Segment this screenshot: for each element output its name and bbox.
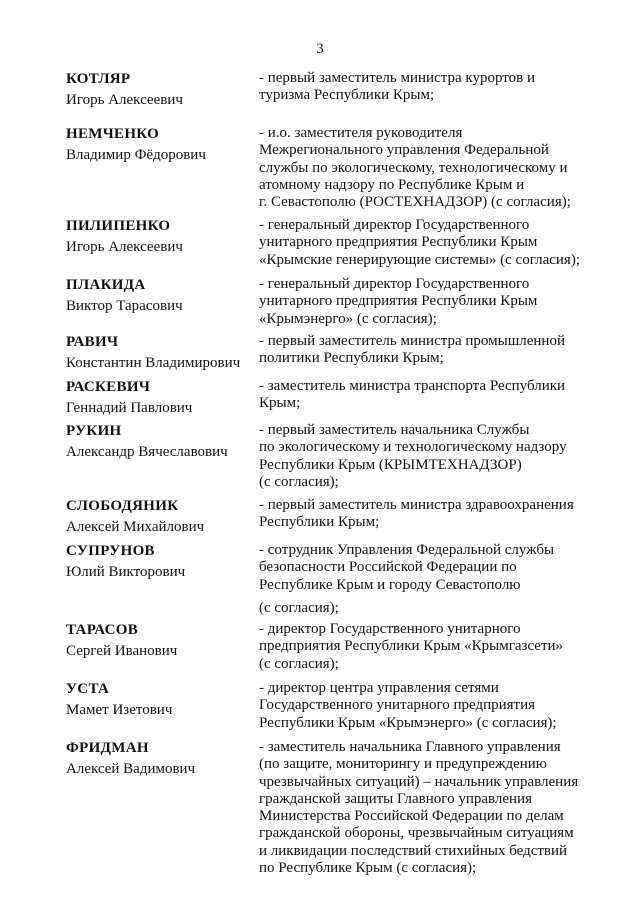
position-line: чрезвычайных ситуаций) – начальник управления bbox=[259, 773, 579, 790]
position-line: туризма Республики Крым; bbox=[259, 87, 435, 104]
position-line: - первый заместитель начальника Службы bbox=[259, 422, 530, 438]
page-number: 3 bbox=[316, 41, 324, 57]
position-line: - первый заместитель министра здравоохранения bbox=[259, 497, 574, 513]
position-line: - генеральный директор Государственного bbox=[259, 217, 530, 233]
position-line: унитарного предприятия Республики Крым bbox=[259, 293, 538, 310]
member-surname: НЕМЧЕНКО bbox=[66, 126, 160, 142]
position-line: - и.о. заместителя руководителя bbox=[259, 125, 463, 141]
member-surname: РУКИН bbox=[66, 423, 122, 439]
member-given-name: Сергей Иванович bbox=[66, 643, 178, 659]
member-name bbox=[66, 333, 256, 373]
position-line: по экологическому и технологическому надзору bbox=[259, 439, 567, 456]
member-name bbox=[66, 217, 256, 257]
member-name bbox=[66, 497, 256, 537]
member-name bbox=[66, 422, 256, 462]
member-position bbox=[259, 680, 609, 732]
position-line: - первый заместитель министра промышленной bbox=[259, 333, 565, 349]
member-position bbox=[259, 739, 609, 877]
position-line: по Республике Крым (с согласия); bbox=[259, 860, 477, 877]
member-position bbox=[259, 422, 609, 491]
position-line: атомному надзору по Республике Крым и bbox=[259, 176, 525, 193]
member-given-name: Владимир Фёдорович bbox=[66, 147, 206, 163]
position-line: гражданской защиты Главного управления bbox=[259, 790, 532, 807]
position-line: - первый заместитель министра курортов и bbox=[259, 70, 535, 86]
position-line: (с согласия); bbox=[259, 655, 339, 672]
member-name bbox=[66, 378, 256, 418]
position-line: (по защите, мониторингу и предупреждению bbox=[259, 756, 548, 773]
position-line: политики Республики Крым; bbox=[259, 350, 444, 367]
member-surname: ФРИДМАН bbox=[66, 740, 149, 756]
member-surname: ПИЛИПЕНКО bbox=[66, 218, 171, 234]
position-line: «Крымские генерирующие системы» (с согласия); bbox=[259, 251, 580, 268]
member-surname: ПЛАКИДА bbox=[66, 277, 146, 293]
member-given-name: Игорь Алексеевич bbox=[66, 92, 183, 108]
member-given-name: Юлий Викторович bbox=[66, 564, 186, 580]
position-line: Республики Крым «Крымэнерго» (с согласия); bbox=[259, 714, 557, 731]
member-given-name: Алексей Михайлович bbox=[66, 519, 205, 535]
position-line: предприятия Республики Крым «Крымгазсети» bbox=[259, 638, 564, 655]
member-position bbox=[259, 378, 609, 413]
position-line: унитарного предприятия Республики Крым bbox=[259, 234, 538, 251]
member-name bbox=[66, 125, 256, 165]
member-position bbox=[259, 217, 609, 269]
position-line: Республике Крым и городу Севастополю bbox=[259, 576, 521, 593]
member-name bbox=[66, 70, 256, 110]
position-line: г. Севастополю (РОСТЕХНАДЗОР) (с согласия); bbox=[259, 194, 571, 211]
position-line: гражданской обороны, чрезвычайным ситуациям bbox=[259, 825, 574, 842]
position-line: и ликвидации последствий стихийных бедствий bbox=[259, 842, 568, 859]
position-line: Крым; bbox=[259, 395, 301, 412]
member-given-name: Александр Вячеславович bbox=[66, 444, 228, 460]
position-line: Государственного унитарного предприятия bbox=[259, 697, 536, 714]
position-line: (с согласия); bbox=[259, 599, 339, 616]
member-surname: РАВИЧ bbox=[66, 334, 119, 350]
position-line: Республики Крым; bbox=[259, 514, 380, 531]
member-surname: КОТЛЯР bbox=[66, 71, 131, 87]
position-line: - директор Государственного унитарного bbox=[259, 621, 521, 637]
member-surname: РАСКЕВИЧ bbox=[66, 379, 151, 395]
member-surname: УСТА bbox=[66, 681, 110, 697]
member-given-name: Константин Владимирович bbox=[66, 355, 241, 371]
member-name bbox=[66, 739, 256, 779]
member-name bbox=[66, 621, 256, 661]
position-line: - заместитель начальника Главного управления bbox=[259, 739, 561, 755]
member-surname: ТАРАСОВ bbox=[66, 622, 139, 638]
member-position bbox=[259, 621, 609, 673]
member-position bbox=[259, 125, 609, 211]
member-position bbox=[259, 276, 609, 328]
member-given-name: Мамет Изетович bbox=[66, 702, 173, 718]
position-line: - генеральный директор Государственного bbox=[259, 276, 530, 292]
member-name bbox=[66, 542, 256, 582]
position-line: - сотрудник Управления Федеральной службы bbox=[259, 542, 555, 558]
member-given-name: Игорь Алексеевич bbox=[66, 239, 183, 255]
member-given-name: Алексей Вадимович bbox=[66, 761, 196, 777]
position-line: - заместитель министра транспорта Республики bbox=[259, 378, 566, 394]
member-position bbox=[259, 497, 609, 532]
member-name bbox=[66, 276, 256, 316]
member-given-name: Геннадий Павлович bbox=[66, 400, 193, 416]
position-line: безопасности Российской Федерации по bbox=[259, 559, 517, 576]
position-line: Межрегионального управления Федеральной bbox=[259, 142, 549, 159]
position-line: (с согласия); bbox=[259, 473, 339, 490]
position-line: - директор центра управления сетями bbox=[259, 680, 499, 696]
position-line: службы по экологическому, технологическому и bbox=[259, 159, 568, 176]
member-surname: СУПРУНОВ bbox=[66, 543, 155, 559]
member-position bbox=[259, 542, 609, 617]
member-given-name: Виктор Тарасович bbox=[66, 298, 183, 314]
member-name bbox=[66, 680, 256, 720]
member-position bbox=[259, 70, 609, 105]
position-line: «Крымэнерго» (с согласия); bbox=[259, 310, 437, 327]
member-surname: СЛОБОДЯНИК bbox=[66, 498, 179, 514]
position-line: Министерства Российской Федерации по делам bbox=[259, 808, 564, 825]
position-line: Республики Крым (КРЫМТЕХНАДЗОР) bbox=[259, 456, 522, 473]
member-position bbox=[259, 333, 609, 368]
